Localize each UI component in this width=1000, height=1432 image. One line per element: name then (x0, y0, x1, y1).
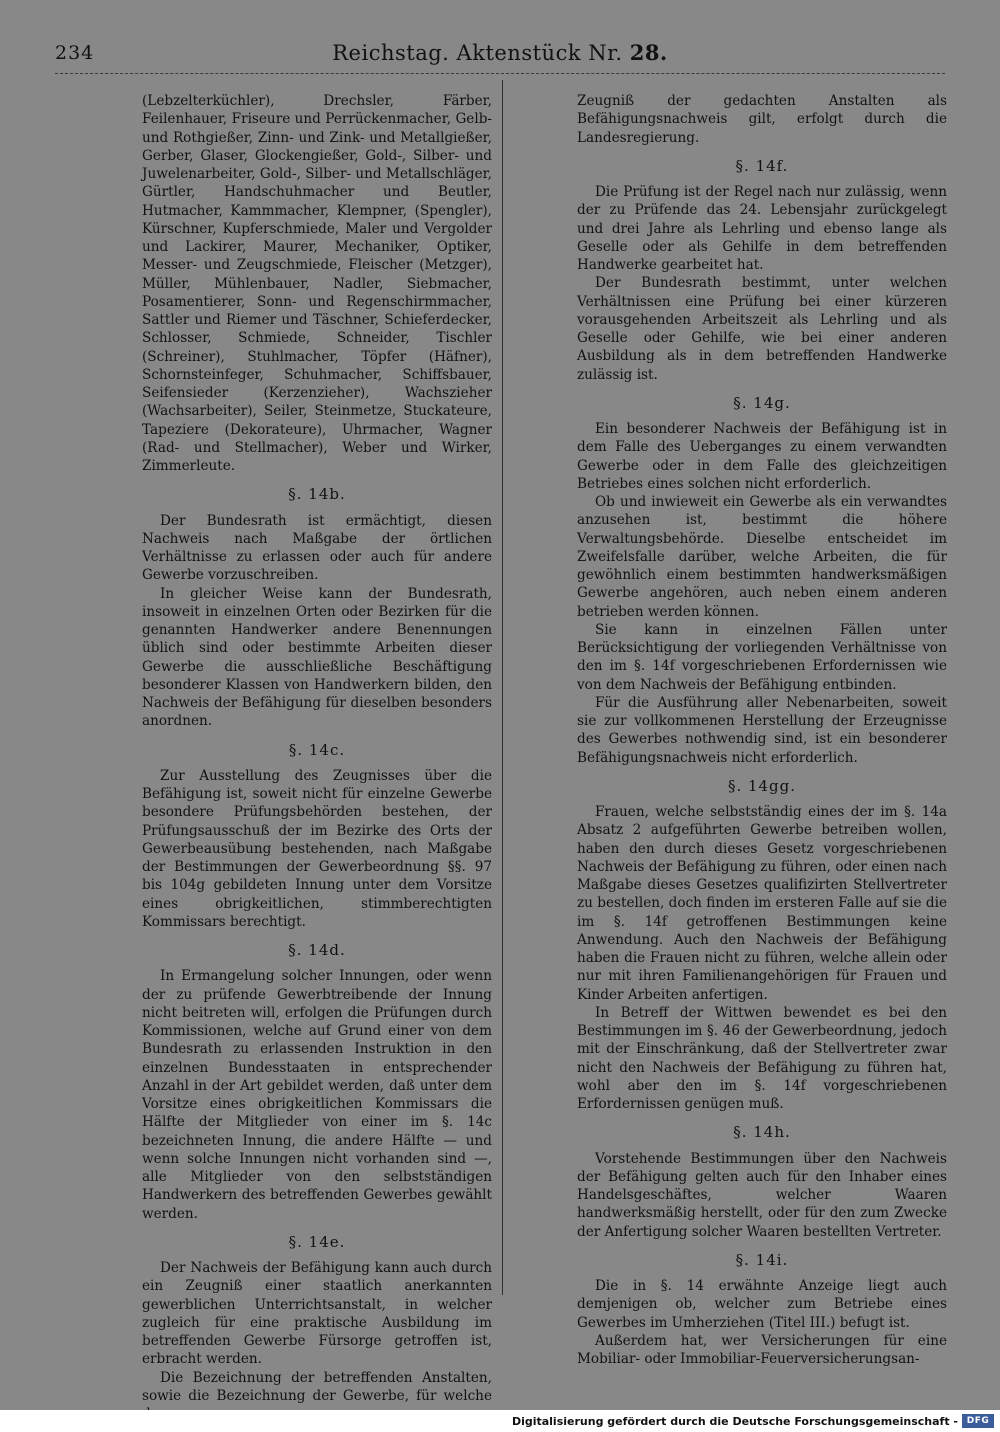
section-heading-14i: §. 14i. (735, 1250, 789, 1269)
paragraph-14b-1: Der Bundesrath ist ermächtigt, diesen Nachweis nach Maßgabe der örtlichen Verhältnisse zu erlassen oder auch für andere Gewerbe vorzuschreiben. (142, 512, 492, 584)
paragraph-14gg-1: Frauen, welche selbstständig eines der im §. 14a Absatz 2 aufgeführten Gewerbe betreiben wollen, haben den durch dieses Gesetz vorgeschriebenen Nachweis der Befähigung zu führen, oder einen nach Maßgabe dieses Gesetzes qualifizirten Stellvertreter zu bestellen, doch finden im ersteren Falle auf sie die im §. 14f getroffenen Bestimmungen keine Anwendung. Auch den Nachweis der Befähigung haben die Frauen nicht zu führen, welche allein oder nur mit ihren Familienangehörigen für Frauen und Kinder Arbeiten anfertigen. (577, 804, 947, 1003)
left-column (142, 92, 492, 1423)
paragraph-14f-1: Die Prüfung ist der Regel nach nur zulässig, wenn der zu Prüfende das 24. Lebensjahr zurückgelegt und drei Jahre als Lehrling und ebenso lange als Geselle oder als Gehilfe in dem betreffenden Handwerke gearbeitet hat. (577, 184, 947, 273)
page-header (55, 40, 945, 70)
paragraph-14gg-2: In Betreff der Wittwen bewendet es bei den Bestimmungen im §. 46 der Gewerbeordnung, jedoch mit der Einschränkung, daß der Stellvertreter zwar nicht den Nachweis der Befähigung zu führen hat, wohl aber den im §. 14f vorgeschriebenen Erfordernissen genügen muß. (577, 1004, 947, 1112)
paragraph-14g-4: Für die Ausführung aller Nebenarbeiten, soweit sie zur vollkommenen Herstellung der Erzeugnisse des Gewerbes nothwendig sind, ist ein besonderer Befähigungsnachweis nicht erforderlich. (577, 694, 947, 766)
section-heading-14c: §. 14c. (288, 740, 346, 759)
running-title-prefix: Reichstag. (332, 41, 450, 65)
dfg-logo: DFG (962, 1414, 994, 1428)
column-divider (502, 80, 503, 1295)
paragraph-14h: Vorstehende Bestimmungen über den Nachweis der Befähigung gelten auch für den Inhaber eines Handelsgeschäftes, welcher Waaren handwerksmäßig herstellt, oder für den zum Zwecke der Anfertigung solcher Waaren bestellten Vertreter. (577, 1150, 947, 1240)
paragraph-14e-2: Die Bezeichnung der betreffenden Anstalten, sowie die Bezeichnung der Gewerbe, für welche (142, 1369, 492, 1404)
section-heading-14b: §. 14b. (288, 485, 346, 504)
paragraph-14b-2: In gleicher Weise kann der Bundesrath, insoweit in einzelnen Orten oder Bezirken für die genannten Handwerker andere Benennungen üblich sind oder bestimmte Arbeiten dieser Gewerbe die ausschließliche Beschäftigung besonderer Klassen von Handwerkern bilden, den Nachweis der Befähigung für dieselben besonders anordnen. (142, 585, 492, 730)
paragraph-14e-1: Der Nachweis der Befähigung kann auch durch ein Zeugniß einer staatlich anerkannten gewerblichen Unterrichtsanstalt, in welcher zugleich für eine praktische Ausbildung im betreffenden Gewerbe Fürsorge getroffen ist, erbracht werden. (142, 1260, 492, 1368)
running-title (55, 40, 945, 65)
paragraph-14c: Zur Ausstellung des Zeugnisses über die Befähigung ist, soweit nicht für einzelne Gewerbe besondere Prüfungsbehörden bestehen, der Prüfungsausschuß der im Bezirke des Orts der Gewerbeausübung bestehenden, nach Maßgabe der Bestimmungen der Gewerbeordnung §§. 97 bis 104g gebildeten Innung unter dem Vorsitze eines obrigkeitlichen, stimmberechtigten Kommissars berechtigt. (142, 767, 492, 930)
section-heading-14f: §. 14f. (735, 156, 789, 175)
page-number: 234 (55, 42, 95, 64)
running-title-number: 28. (629, 40, 668, 65)
paragraph-14g-2: Ob und inwieweit ein Gewerbe als ein verwandtes anzusehen ist, bestimmt die höhere Verwaltungsbehörde. Dieselbe entscheidet im Zweifelsfalle darüber, welche Arbeiten, die für gewöhnlich einem bestimmten handwerksmäßigen Gewerbe angehören, auch neben einem anderen betrieben werden können. (577, 494, 947, 620)
paragraph-14i-2: Außerdem hat, wer Versicherungen für eine Mobiliar- oder Immobiliar-Feuerversicherungsan- (577, 1332, 947, 1367)
footer-credit-text: Digitalisierung gefördert durch die Deutsche Forschungsgemeinschaft - (511, 1415, 958, 1428)
section-heading-14gg: §. 14gg. (727, 776, 797, 795)
section-heading-14d: §. 14d. (288, 941, 346, 959)
section-heading-14g: §. 14g. (733, 393, 791, 412)
paragraph-14i-1: Die in §. 14 erwähnte Anzeige liegt auch demjenigen ob, welcher zum Betriebe eines Gewerbes im Umherziehen (Titel III.) befugt ist. (577, 1278, 947, 1331)
section-heading-14h: §. 14h. (733, 1123, 791, 1142)
paragraph-14f-2: Der Bundesrath bestimmt, unter welchen Verhältnissen eine Prüfung bei einer kürzeren vorausgehenden Arbeitszeit als Lehrling und als Geselle oder Gehilfe, wie bei einer anderen Ausbildung als in dem betreffenden Handwerke zulässig ist. (577, 275, 947, 383)
right-column (577, 92, 947, 1368)
section-heading-14e: §. 14e. (288, 1232, 346, 1251)
header-rule (55, 73, 945, 74)
paragraph-14g-3: Sie kann in einzelnen Fällen unter Berücksichtigung der vorliegenden Verhältnisse von den im §. 14f vorgeschriebenen Erfordernissen wie von dem Nachweis der Befähigung entbinden. (577, 621, 947, 693)
paragraph-14g-1: Ein besonderer Nachweis der Befähigung ist in dem Falle des Ueberganges zu einem verwandten Gewerbe oder in dem Falle des gleichzeitigen Betriebes eines solchen nicht erforderlich. (577, 421, 947, 492)
running-title-doc: Aktenstück Nr. (456, 41, 623, 65)
paragraph-14d: In Ermangelung solcher Innungen, oder wenn der zu prüfende Gewerbtreibende der Innung nicht beitreten will, erfolgen die Prüfungen durch Kommissionen, welche auf Grund einer von dem Bundesrath zu erlassenden Instruktion in den einzelnen Bundesstaaten in entsprechender Anzahl in der Art gebildet werden, daß unter dem Vorsitze eines obrigkeitlichen Kommissars die Hälfte der Mitglieder von einer im §. 14c bezeichneten Innung, die andere Hälfte — und wenn solche Innungen nicht vorhanden sind —, alle Mitglieder von den selbstständigen Handwerkern des betreffenden Gewerbes gewählt werden. (142, 968, 492, 1222)
paragraph-continuation: Zeugniß der gedachten Anstalten als Befähigungsnachweis gilt, erfolgt durch die Landesregierung. (577, 93, 947, 146)
paragraph-trade-list: (Lebzelterküchler), Drechsler, Färber, Feilenhauer, Friseure und Perrückenmacher, Gelb- und Rothgießer, Zinn- und Zink- und Metallgießer, Gerber, Glaser, Glockengießer, Gold-, Silber- und Juwelenarbeiter, Gold-, Silber- und Metallschläger, Gürtler, Handschuhmacher und Beutler, Hutmacher, Kammmacher, Klempner, (Spengler), Kürschner, Kupferschmiede, Maler und Vergolder und Lackirer, Maurer, Mechaniker, Optiker, Messer- und Zeugschmiede, Fleischer (Metzger), Müller, Mühlenbauer, Nadler, Siebmacher, Posamentierer, Sonn- und Regenschirmmacher, Sattler und Riemer und Täschner, Schieferdecker, Schlosser, Schmiede, Schneider, Tischler (Schreiner), Stuhlmacher, Töpfer (Häfner), Schornsteinfeger, Schuhmacher, Schiffsbauer, Seifensieder (Kerzenzieher), Wachszieher (Wachsarbeiter), Seiler, Steinmetze, Stuckateure, Tapeziere (Dekorateure), Uhrmacher, Wagner (Rad- und Stellmacher), Weber und Wirker, Zimmerleute. (142, 93, 493, 474)
digitization-footer (0, 1410, 1000, 1432)
